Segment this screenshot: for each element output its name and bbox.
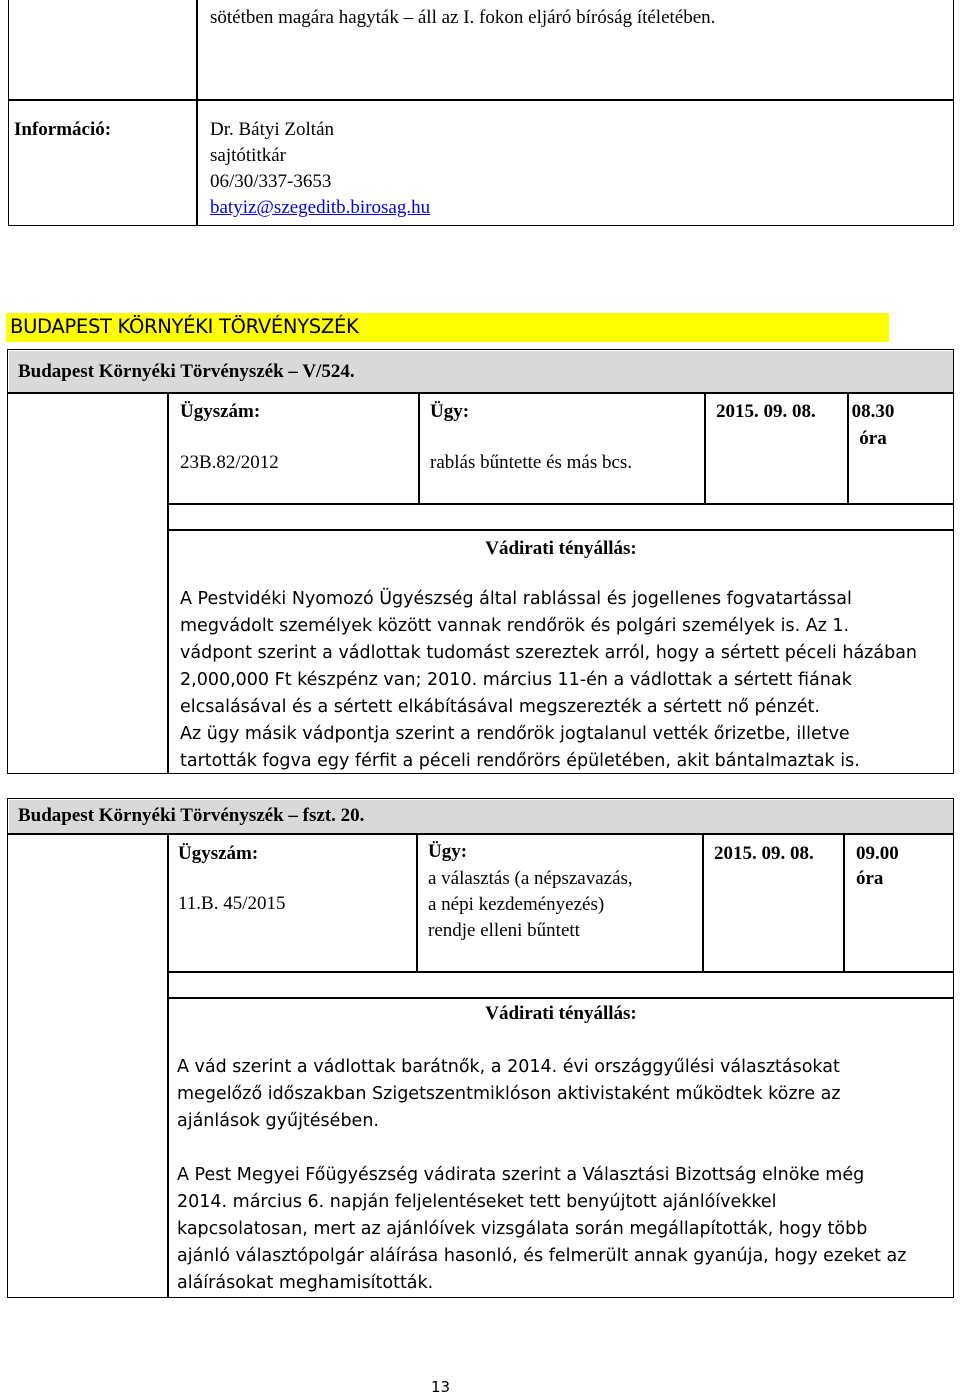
text-line: kapcsolatosan, mert az ajánlóívek vizsgálata során megállapították, hogy több: [177, 1219, 868, 1239]
text-line: megvádolt személyek között vannak rendőrök és polgári személyek is. Az 1.: [180, 616, 850, 636]
case-1-time: 08.30: [851, 401, 895, 422]
text-line: ajánlások gyűjtésében.: [177, 1111, 379, 1131]
case-2-indictment-label: Vádirati tényállás:: [485, 1003, 637, 1024]
case-1-time-unit: óra: [859, 428, 887, 449]
table-column-divider: [843, 833, 845, 972]
case-2-subject: [428, 866, 633, 944]
case-1-room: Budapest Környéki Törvényszék – V/524.: [18, 361, 355, 382]
previous-case-table: [8, 0, 954, 226]
case-2-date: 2015. 09. 08.: [714, 843, 814, 864]
table-column-divider: [416, 833, 418, 972]
case-1-number-label: Ügyszám:: [180, 401, 261, 422]
contact-role: sajtótitkár: [210, 145, 286, 166]
table-column-divider: [418, 392, 420, 504]
table-row-divider: [167, 529, 954, 531]
case-2-number: 11.B. 45/2015: [178, 893, 286, 914]
text-line: elcsalásával és a sértett elkábításával megszerezték a sértett nő pénzét.: [180, 697, 820, 717]
case-1-number: 23B.82/2012: [180, 452, 279, 473]
table-column-divider: [196, 0, 198, 226]
case-2-number-label: Ügyszám:: [178, 843, 259, 864]
text-line: ajánló választópolgár aláírása hasonló, és felmerült annak gyanúja, hogy ezeket az: [177, 1246, 907, 1266]
contact-phone: 06/30/337-3653: [210, 171, 332, 192]
table-column-divider: [702, 833, 704, 972]
case-2-subject-label: Ügy:: [428, 841, 468, 862]
table-row-divider: [7, 392, 954, 394]
case-1-subject-label: Ügy:: [430, 401, 470, 422]
case-2-time-unit: óra: [856, 868, 884, 889]
text-line: Az ügy másik vádpontja szerint a rendőrök jogtalanul vették őrizetbe, illetve: [180, 724, 850, 744]
text-line: megelőző időszakban Szigetszentmiklóson aktivistaként működtek közre az: [177, 1084, 841, 1104]
text-line: 2014. március 6. napján feljelentéseket tett benyújtott ajánlóívekkel: [177, 1192, 777, 1212]
contact-name: Dr. Bátyi Zoltán: [210, 119, 335, 140]
info-label: Információ:: [14, 119, 112, 140]
court-header: [6, 313, 889, 342]
case-2-time: 09.00: [856, 843, 899, 864]
text-line: A vád szerint a vádlottak barátnők, a 2014. évi országgyűlési választásokat: [177, 1057, 840, 1077]
case-1-indictment-text: [180, 586, 950, 775]
text-line: tartották fogva egy férfit a péceli rendőrörs épületében, akit bántalmaztak is.: [180, 751, 860, 771]
text-line: A Pest Megyei Főügyészség vádirata szerint a Választási Bizottság elnöke még: [177, 1165, 865, 1185]
table-row-divider: [167, 503, 954, 505]
case-1-date: 2015. 09. 08.: [716, 401, 816, 422]
table-row-divider: [7, 833, 954, 835]
text-line: aláírásokat meghamisították.: [177, 1273, 434, 1293]
text-line: A Pestvidéki Nyomozó Ügyészség által rablással és jogellenes fogvatartással: [180, 589, 852, 609]
case-2-indictment-paragraph-2: [177, 1162, 949, 1297]
table-row-divider: [8, 99, 954, 101]
continuation-text: sötétben magára hagyták – áll az I. fokon eljáró bíróság ítéletében.: [210, 7, 716, 28]
table-left-divider: [167, 833, 169, 1298]
subject-line: a választás (a népszavazás,: [428, 868, 633, 889]
case-1-indictment-label: Vádirati tényállás:: [485, 538, 637, 559]
page-number: 13: [431, 1378, 451, 1396]
case-1-subject: rablás bűntette és más bcs.: [430, 452, 633, 473]
contact-email-link[interactable]: batyiz@szegeditb.birosag.hu: [210, 197, 431, 218]
table-row-divider: [167, 971, 954, 973]
case-2-room: Budapest Környéki Törvényszék – fszt. 20.: [18, 805, 365, 826]
table-column-divider: [704, 392, 706, 504]
subject-line: rendje elleni bűntett: [428, 920, 580, 941]
text-line: 2,000,000 Ft készpénz van; 2010. március 11-én a vádlottak a sértett fiának: [180, 670, 852, 690]
subject-line: a népi kezdeményezés): [428, 894, 605, 915]
table-left-divider: [167, 392, 169, 774]
table-row-divider: [167, 997, 954, 999]
case-2-indictment-paragraph-1: [177, 1054, 949, 1135]
court-header-text: BUDAPEST KÖRNYÉKI TÖRVÉNYSZÉK: [10, 315, 359, 338]
text-line: vádpont szerint a vádlottak tudomást szereztek arról, hogy a sértett péceli házában: [180, 643, 918, 663]
